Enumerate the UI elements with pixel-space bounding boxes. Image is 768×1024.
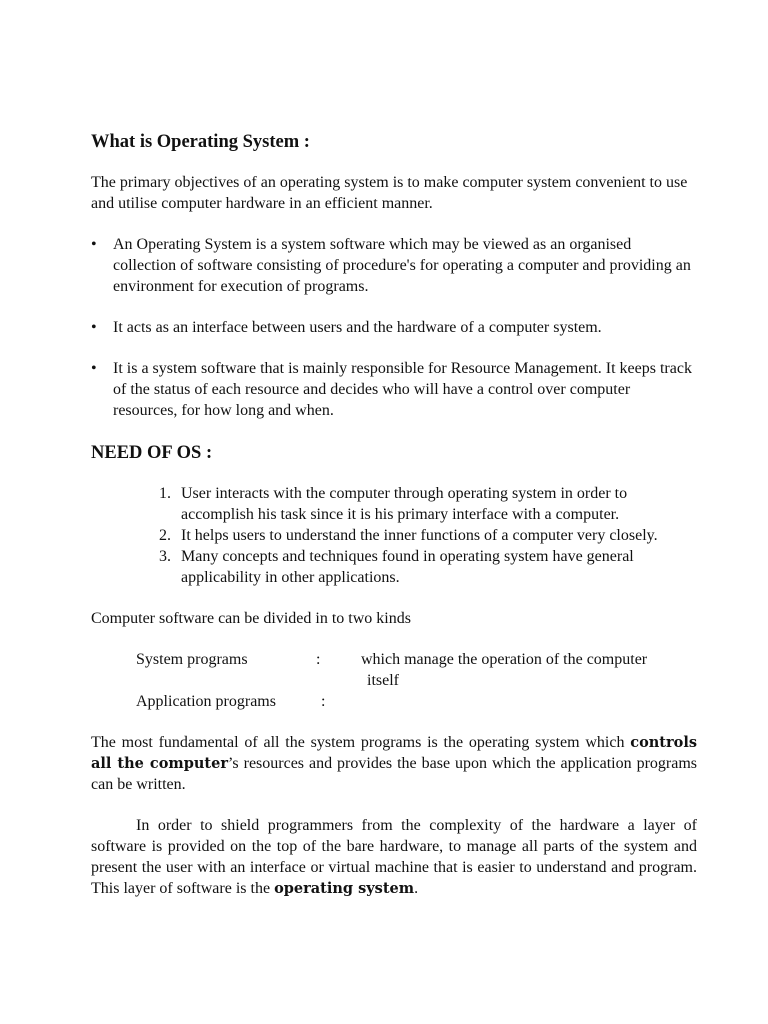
list-item xyxy=(91,525,697,546)
paragraph-bold-text: operating system xyxy=(274,880,415,897)
document-page xyxy=(91,130,697,899)
bullet-text: An Operating System is a system software which may be viewed as an organised collection of software consisting of procedure's for operating a computer and providing an environment for execution of programs. xyxy=(113,236,691,295)
program-colon: : xyxy=(316,651,321,668)
program-description-line: which manage the operation of the computer xyxy=(361,651,648,668)
need-numbered-list xyxy=(91,483,697,588)
paragraph-text: sources and provides the base upon which the application programs can be written. xyxy=(91,755,697,793)
program-colon: : xyxy=(321,693,326,710)
program-kinds-table xyxy=(91,649,697,712)
program-description-line: itself xyxy=(367,672,399,689)
software-kinds-intro: Computer software can be divided in to two kinds xyxy=(91,610,411,627)
intro-paragraph: The primary objectives of an operating system is to make computer system convenient to use and utilise computer hardware in an efficient manner. xyxy=(91,174,688,212)
paragraph-text: The most fundamental of all the system programs is the operating system which xyxy=(91,734,631,751)
list-text: It helps users to understand the inner functions of a computer very closely. xyxy=(181,527,658,544)
os-bullet-list xyxy=(91,234,697,421)
program-row-application xyxy=(91,691,697,712)
list-text: Many concepts and techniques found in operating system have general applicability in other applications. xyxy=(181,548,634,586)
heading-need-of-os: NEED OF OS : xyxy=(91,443,213,463)
paragraph-text: ’s re xyxy=(227,755,257,772)
list-item xyxy=(91,483,697,525)
bullet-icon: • xyxy=(91,236,97,253)
bullet-item xyxy=(91,317,697,338)
program-description xyxy=(361,649,691,691)
bullet-item xyxy=(91,358,697,421)
bullet-text: It is a system software that is mainly responsible for Resource Management. It keeps track of the status of each resource and decides who will have a control over computer resources, for how long and when. xyxy=(113,360,692,419)
paragraph-text: In order to shield programmers from the complexity of the hardware a layer of software is provided on the top of the bare hardware, to manage all parts of the system and present the user with an interface or virtual machine that is easier to understand and program. This layer of software is the xyxy=(91,817,697,897)
bullet-icon: • xyxy=(91,319,97,336)
shield-paragraph xyxy=(91,815,697,899)
program-name: System programs xyxy=(136,651,248,668)
list-text: User interacts with the computer through operating system in order to accomplish his task since it is his primary interface with a computer. xyxy=(181,485,628,523)
list-number: 1. xyxy=(159,485,171,502)
bullet-item xyxy=(91,234,697,297)
list-number: 3. xyxy=(159,548,171,565)
paragraph-bold-text: controls all the computer xyxy=(91,734,697,772)
heading-what-is-os: What is Operating System : xyxy=(91,132,310,152)
bullet-text: It acts as an interface between users and the hardware of a computer system. xyxy=(113,319,602,336)
program-row-system xyxy=(91,649,697,691)
fundamental-paragraph xyxy=(91,732,697,795)
list-item xyxy=(91,546,697,588)
paragraph-text: . xyxy=(414,880,419,897)
bullet-icon: • xyxy=(91,360,97,377)
program-name: Application programs xyxy=(136,693,276,710)
list-number: 2. xyxy=(159,527,171,544)
